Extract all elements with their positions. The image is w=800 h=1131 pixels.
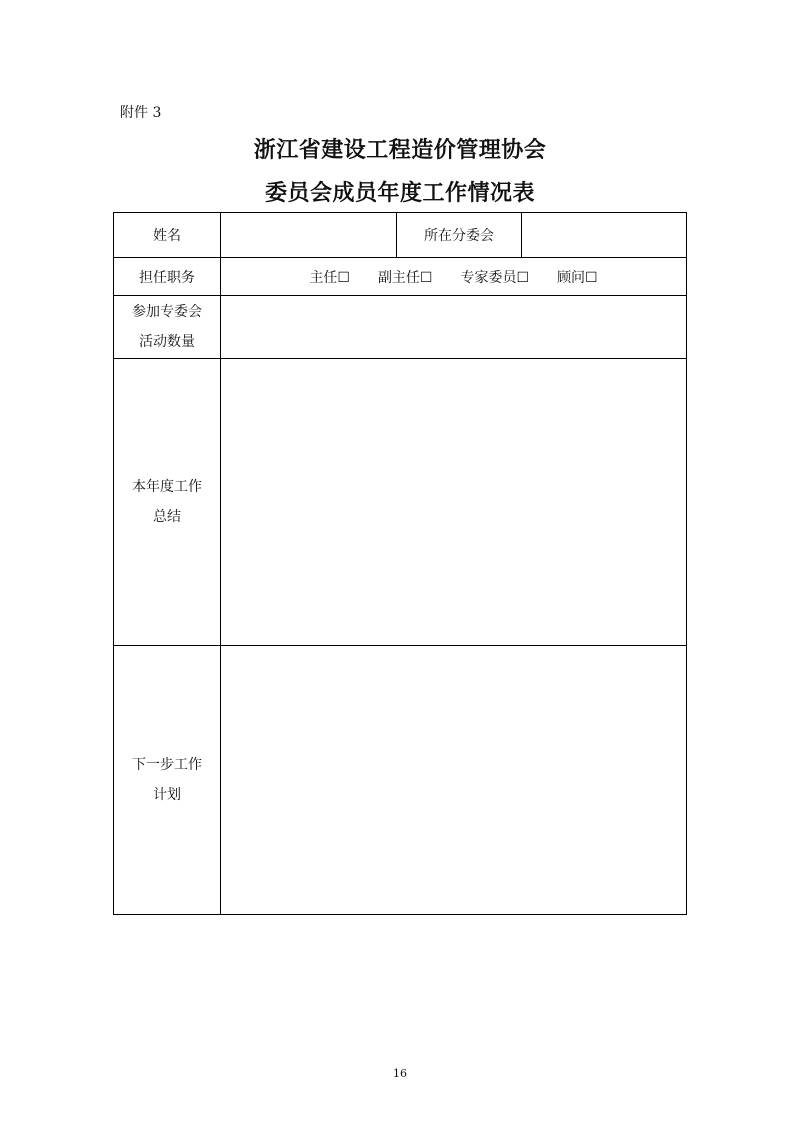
name-label: 姓名 xyxy=(114,213,221,258)
page-number: 16 xyxy=(393,1067,407,1080)
position-row xyxy=(114,258,687,296)
plan-field[interactable] xyxy=(221,646,687,915)
position-options xyxy=(221,258,687,296)
summary-label-line-2: 总结 xyxy=(153,509,181,525)
summary-field[interactable] xyxy=(221,359,687,646)
summary-label xyxy=(114,359,221,646)
report-form-table xyxy=(113,212,687,915)
option-deputy-director-checkbox[interactable]: 副主任☐ xyxy=(377,269,433,286)
activity-field[interactable] xyxy=(221,296,687,359)
plan-label-line-1: 下一步工作 xyxy=(132,757,202,773)
subcommittee-field[interactable] xyxy=(522,213,687,258)
activity-row xyxy=(114,296,687,359)
attachment-label: 附件 3 xyxy=(120,105,162,121)
plan-row xyxy=(114,646,687,915)
option-advisor-checkbox[interactable]: 顾问☐ xyxy=(557,269,598,286)
plan-label xyxy=(114,646,221,915)
name-row xyxy=(114,213,687,258)
position-label: 担任职务 xyxy=(114,258,221,296)
option-director-checkbox[interactable]: 主任☐ xyxy=(309,269,350,286)
activity-label-line-2: 活动数量 xyxy=(139,334,195,350)
option-expert-member-checkbox[interactable]: 专家委员☐ xyxy=(460,269,530,286)
activity-label-line-1: 参加专委会 xyxy=(132,304,202,320)
summary-row xyxy=(114,359,687,646)
title-line-2: 委员会成员年度工作情况表 xyxy=(264,180,535,206)
name-field[interactable] xyxy=(221,213,397,258)
activity-label xyxy=(114,296,221,359)
subcommittee-label: 所在分委会 xyxy=(397,213,522,258)
title-line-1: 浙江省建设工程造价管理协会 xyxy=(253,137,547,163)
plan-label-line-2: 计划 xyxy=(153,787,181,803)
summary-label-line-1: 本年度工作 xyxy=(132,479,202,495)
